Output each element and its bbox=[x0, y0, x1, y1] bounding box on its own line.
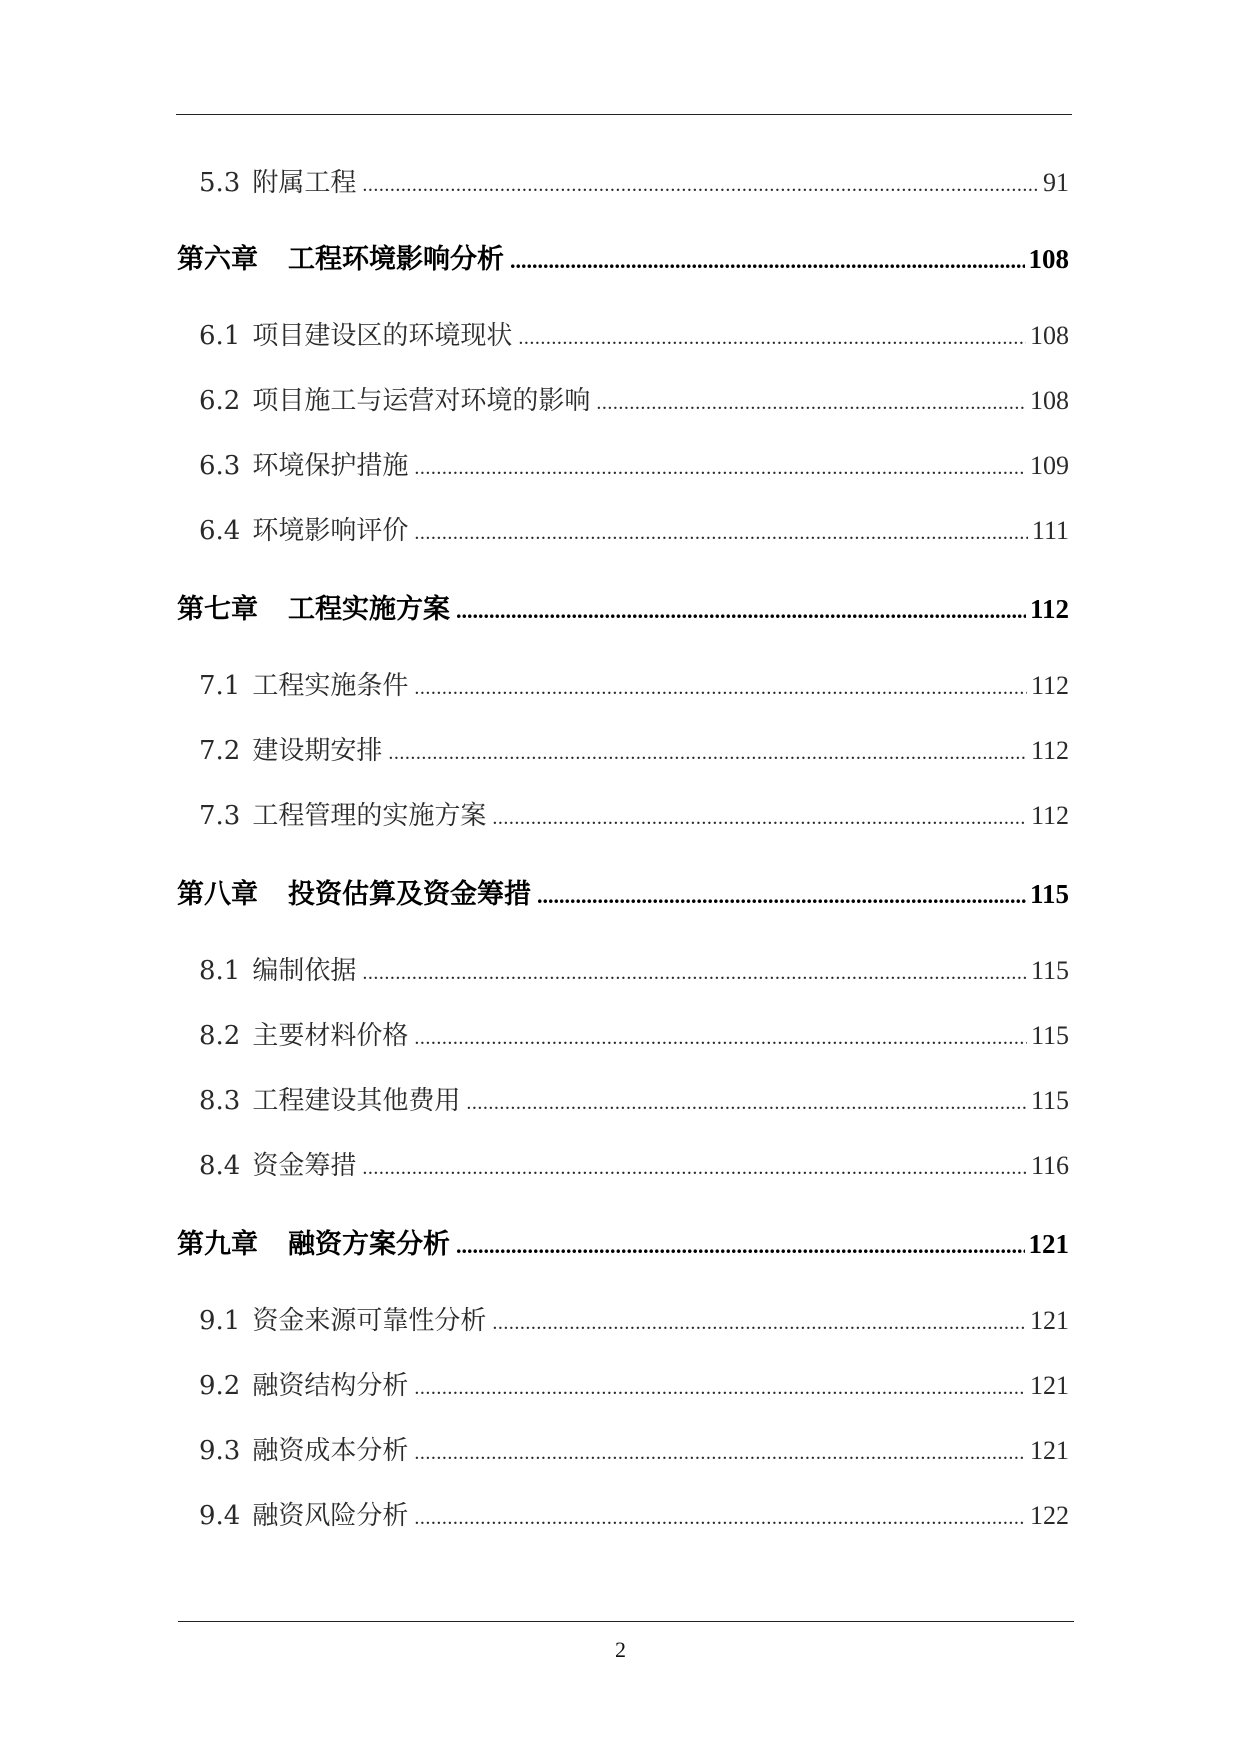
toc-dot-leader bbox=[456, 593, 1026, 629]
toc-entry-number: 6.1 bbox=[199, 321, 241, 351]
toc-dot-leader bbox=[362, 167, 1039, 203]
toc-chapter-page: 112 bbox=[1029, 594, 1069, 624]
toc-entry-number: 6.3 bbox=[199, 451, 241, 481]
toc-entry[interactable] bbox=[199, 165, 1069, 201]
toc-chapter-number: 第七章 bbox=[177, 594, 258, 625]
toc-chapter[interactable] bbox=[177, 591, 1069, 627]
toc-entry-title: 工程管理的实施方案 bbox=[252, 801, 487, 831]
toc-entry-title: 项目施工与运营对环境的影响 bbox=[252, 386, 591, 416]
toc-entry-number: 7.1 bbox=[199, 671, 241, 701]
toc-dot-leader bbox=[596, 385, 1026, 421]
toc-dot-leader bbox=[414, 515, 1028, 551]
toc-dot-leader bbox=[388, 735, 1027, 771]
toc-dot-leader bbox=[456, 1228, 1025, 1264]
toc-chapter[interactable] bbox=[177, 241, 1069, 277]
toc-entry-page: 115 bbox=[1030, 1086, 1069, 1115]
toc-entry-page: 109 bbox=[1030, 451, 1069, 480]
toc-entry-number: 9.1 bbox=[199, 1306, 241, 1336]
toc-entry-number: 8.4 bbox=[199, 1151, 241, 1181]
footer-rule bbox=[178, 1621, 1074, 1622]
toc-entry-page: 112 bbox=[1030, 801, 1069, 830]
page-number: 2 bbox=[615, 1637, 626, 1662]
toc-chapter-number: 第九章 bbox=[177, 1229, 258, 1260]
toc-entry-page: 111 bbox=[1031, 516, 1069, 545]
toc-entry-page: 108 bbox=[1030, 386, 1069, 415]
toc-chapter-number: 第六章 bbox=[177, 244, 258, 275]
toc-dot-leader bbox=[492, 1305, 1026, 1341]
toc-chapter-title: 工程环境影响分析 bbox=[288, 244, 504, 275]
toc-entry[interactable] bbox=[199, 1498, 1069, 1534]
toc-entry-number: 8.3 bbox=[199, 1086, 241, 1116]
toc-entry-number: 6.2 bbox=[199, 386, 241, 416]
toc-entry[interactable] bbox=[199, 1368, 1069, 1404]
toc-entry[interactable] bbox=[199, 953, 1069, 989]
toc-entry-page: 115 bbox=[1030, 1021, 1069, 1050]
toc-dot-leader bbox=[414, 1435, 1026, 1471]
toc-entry-title: 主要材料价格 bbox=[252, 1021, 409, 1051]
toc-chapter-page: 115 bbox=[1029, 879, 1069, 909]
toc-entry[interactable] bbox=[199, 513, 1069, 549]
toc-entry-number: 9.2 bbox=[199, 1371, 241, 1401]
toc-entry-number: 9.3 bbox=[199, 1436, 241, 1466]
toc-entry-title: 工程建设其他费用 bbox=[252, 1086, 461, 1116]
toc-entry[interactable] bbox=[199, 448, 1069, 484]
toc-entry[interactable] bbox=[199, 1433, 1069, 1469]
toc-dot-leader bbox=[414, 450, 1026, 486]
toc-entry-title: 编制依据 bbox=[252, 956, 357, 986]
toc-entry-title: 建设期安排 bbox=[252, 736, 383, 766]
toc-entry-title: 工程实施条件 bbox=[252, 671, 409, 701]
toc-entry-title: 附属工程 bbox=[252, 168, 357, 198]
toc-dot-leader bbox=[492, 800, 1027, 836]
toc-chapter-page: 108 bbox=[1028, 244, 1069, 274]
toc-entry-title: 融资结构分析 bbox=[252, 1371, 409, 1401]
toc-dot-leader bbox=[414, 670, 1027, 706]
toc-entry[interactable] bbox=[199, 798, 1069, 834]
toc-entry-number: 8.1 bbox=[199, 956, 241, 986]
toc-chapter-number: 第八章 bbox=[177, 879, 258, 910]
toc-chapter[interactable] bbox=[177, 876, 1069, 912]
toc-entry-number: 5.3 bbox=[199, 168, 241, 198]
toc-entry[interactable] bbox=[199, 1083, 1069, 1119]
toc-entry-page: 121 bbox=[1030, 1371, 1069, 1400]
toc-entry[interactable] bbox=[199, 1018, 1069, 1054]
toc-dot-leader bbox=[362, 1150, 1027, 1186]
toc-entry-title: 融资成本分析 bbox=[252, 1436, 409, 1466]
toc-entry-number: 9.4 bbox=[199, 1501, 241, 1531]
toc-entry-page: 116 bbox=[1030, 1151, 1069, 1180]
toc-entry-title: 资金来源可靠性分析 bbox=[252, 1306, 487, 1336]
toc-entry-title: 资金筹措 bbox=[252, 1151, 357, 1181]
toc-entry-page: 122 bbox=[1030, 1501, 1069, 1530]
toc-entry[interactable] bbox=[199, 733, 1069, 769]
toc-entry-page: 112 bbox=[1030, 736, 1069, 765]
toc-entry-page: 112 bbox=[1030, 671, 1069, 700]
toc-entry-number: 7.2 bbox=[199, 736, 241, 766]
toc-entry[interactable] bbox=[199, 318, 1069, 354]
toc-entry-title: 融资风险分析 bbox=[252, 1501, 409, 1531]
toc-chapter-title: 融资方案分析 bbox=[288, 1229, 450, 1260]
toc-entry-title: 环境影响评价 bbox=[252, 516, 409, 546]
toc-entry-number: 8.2 bbox=[199, 1021, 241, 1051]
toc-chapter-title: 工程实施方案 bbox=[288, 594, 450, 625]
toc-entry-title: 环境保护措施 bbox=[252, 451, 409, 481]
toc-chapter[interactable] bbox=[177, 1226, 1069, 1262]
toc-entry[interactable] bbox=[199, 1148, 1069, 1184]
toc-entry[interactable] bbox=[199, 1303, 1069, 1339]
toc-dot-leader bbox=[518, 320, 1026, 356]
toc-entry-title: 项目建设区的环境现状 bbox=[252, 321, 513, 351]
toc-entry-number: 7.3 bbox=[199, 801, 241, 831]
toc-dot-leader bbox=[510, 243, 1025, 279]
toc-dot-leader bbox=[414, 1500, 1026, 1536]
toc-dot-leader bbox=[414, 1370, 1026, 1406]
toc-chapter-title: 投资估算及资金筹措 bbox=[288, 879, 531, 910]
header-rule bbox=[176, 114, 1072, 115]
toc-entry[interactable] bbox=[199, 668, 1069, 704]
toc-entry-page: 115 bbox=[1030, 956, 1069, 985]
toc-entry-page: 108 bbox=[1030, 321, 1069, 350]
toc-dot-leader bbox=[466, 1085, 1027, 1121]
toc-entry[interactable] bbox=[199, 383, 1069, 419]
toc-dot-leader bbox=[414, 1020, 1027, 1056]
toc-entry-page: 91 bbox=[1043, 168, 1069, 197]
toc-entry-page: 121 bbox=[1030, 1436, 1069, 1465]
toc-chapter-page: 121 bbox=[1028, 1229, 1069, 1259]
toc-entry-number: 6.4 bbox=[199, 516, 241, 546]
toc-dot-leader bbox=[362, 955, 1027, 991]
toc-dot-leader bbox=[537, 878, 1026, 914]
toc-entry-page: 121 bbox=[1030, 1306, 1069, 1335]
